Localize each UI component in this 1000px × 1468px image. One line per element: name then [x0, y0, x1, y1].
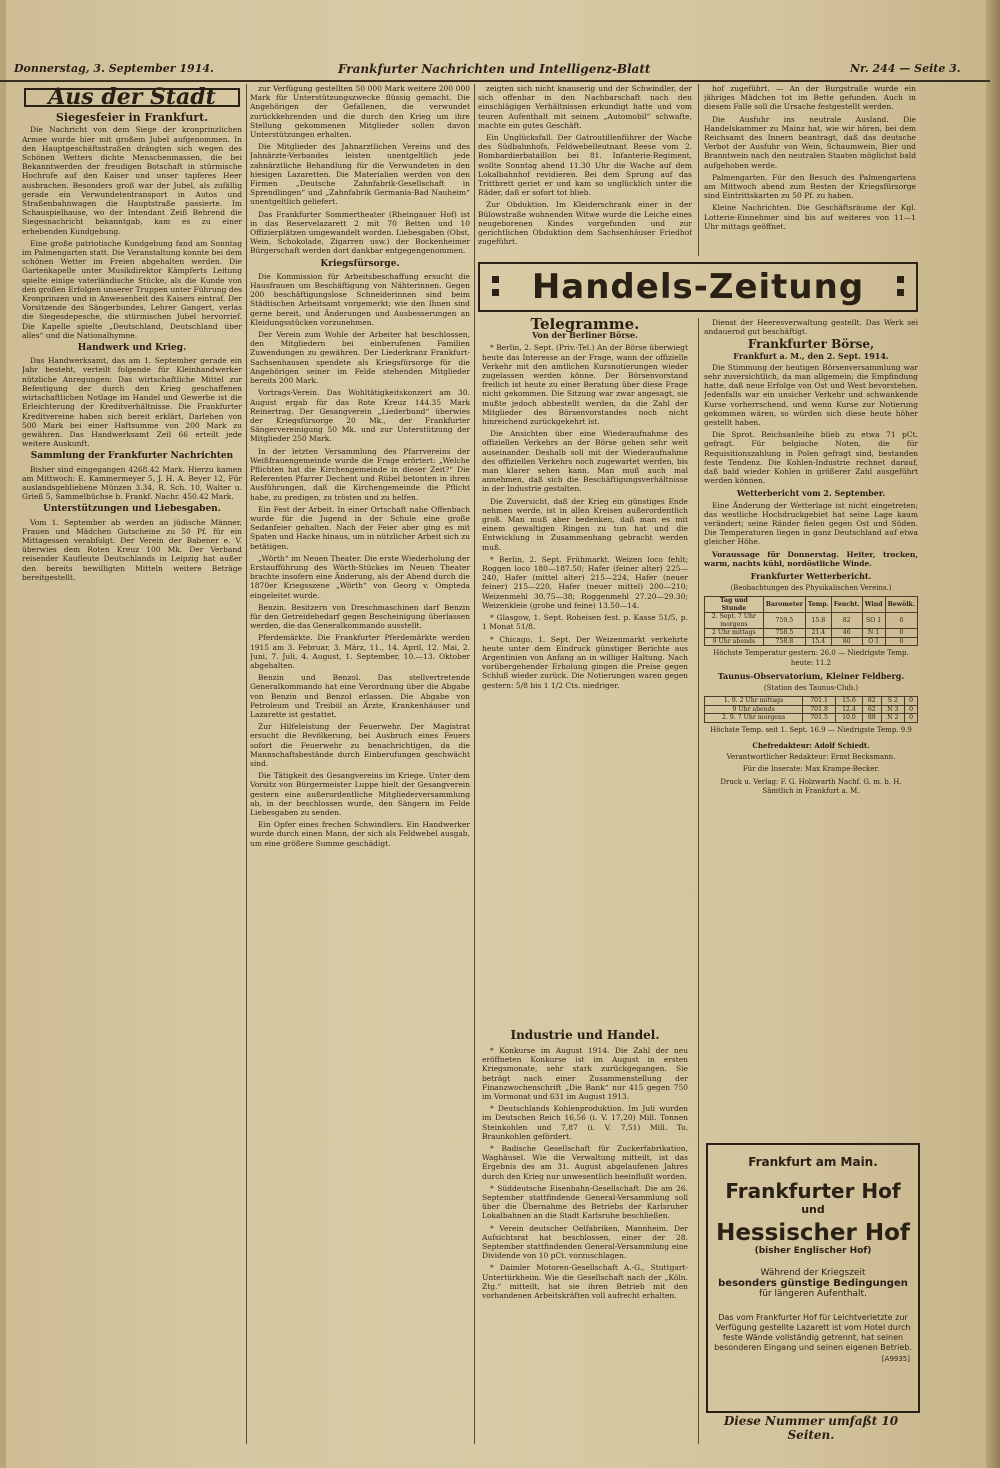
table-cell: 15.4 — [805, 637, 831, 646]
paragraph: * Berlin, 2. Sept. (Priv.-Tel.) An der Börse überwiegt heute das Interesse an der Frage, wann der offizielle Verkehr mit den amtlichen Kursnotierungen wieder zugelassen werden könne. Der Börsenvorstand freilich ist heute zu einer Beratung über diese Frage nicht gekommen. Die Sitzung war zwar angesagt, sie mußte jedoch abbestellt werden, da die Zahl der Mitglieder des Börsenvorstandes noch nicht hinreichend zurückgekehrt ist. — [482, 343, 688, 427]
paragraph: zur Verfügung gestellten 50 000 Mark weitere 200 000 Mark für Unterstützungszwecke flüssig gemacht. Die Angehörigen der Gefallenen, die verwundet zurückkehrenden und die durch den Krieg um ihre Stellung gekommenen Mitglieder sollen davon Unterstützungen erhalten. — [250, 84, 470, 140]
column-rule — [698, 84, 699, 256]
section-title-box: Aus der Stadt — [24, 88, 240, 107]
table-cell: 2. Sept. 7 Uhr morgens — [705, 613, 764, 629]
boerse-column — [704, 318, 918, 1136]
telegramme-title: Telegramme. — [530, 318, 640, 333]
paragraph: * Daimler Motoren-Gesellschaft A.-G., Stuttgart-Untertürkheim. Wie die Gesellschaft nach der „Köln. Ztg.“ mitteilt, hat sie ihren Betrieb mit den vorhandenen Arbeitskräften voll aufrecht erhalten. — [482, 1263, 688, 1301]
table-row — [705, 697, 918, 706]
paragraph: Eine Änderung der Wetterlage ist nicht eingetreten; das westliche Hochdruckgebiet hat seine Lage kaum verändert; seine Ränder fielen gegen Ost und Süden. Die Temperaturen liegen in ganz Deutschland auf etwa gleicher Höhe. — [704, 500, 918, 547]
paragraph: * Verein deutscher Oelfabriken, Mannheim. Der Aufsichtsrat hat beschlossen, einer der 28. September stattfindenden General-Versammlung eine Dividende von 10 pCt. vorzuschlagen. — [482, 1223, 688, 1261]
table-header: Wind — [862, 597, 885, 613]
column-rule — [246, 84, 247, 1444]
paragraph: Zur Obduktion. Im Kleiderschrank einer in der Bülowstraße wohnenden Witwe wurde die Leiche eines neugeborenen Kindes vorgefunden und zur gerichtlichen Obduktion dem Sachsenhäuser Friedhof zugeführt. — [478, 200, 692, 247]
paragraph: Die Mitglieder des Jahnarztlichen Vereins und des Jahnärzte-Verbandes leisten unentgeltlich jede zahnärztliche Behandlung für die Verwundeten in den hiesigen Lazaretten. Die Materialien werden von den Firmen „Deutsche Zahnfabrik-Gesellschaft in Sprendlingen“ und „Zahnfabrik Germania-Bad Nauheim“ unentgeltlich geliefert. — [250, 142, 470, 207]
table-cell: 15.6 — [835, 697, 862, 706]
paragraph: hof zugeführt. — An der Burgstraße wurde ein jähriges Mädchen tot im Bette gefunden. Auch in diesem Falle soll die Ursache festgestellt werden. — [704, 84, 916, 112]
paragraph: Vom 1. September ab werden an jüdische Männer, Frauen und Mädchen Gutscheine zu 50 Pf. für ein Mittagessen verabfolgt. Der Verein der Babener e. V. überwies dem Roten Kreuz 100 Mk. Der Verband reisender Kaufleute Deutschlands in Leipzig hat außer den bereits bewilligten Mitteln weitere Beträge bereitgestellt. — [22, 517, 242, 582]
column-3-top — [478, 84, 692, 256]
paragraph: Eine große patriotische Kundgebung fand am Sonntag im Palmengarten statt. Die Veranstaltung konnte bei dem schönen Wetter im Freien abgehalten werden. Die Gartenkapelle unter Musikdirektor Kämpferts Leitung spielte einige vaterländische Stücke, als die Kunde von den großen Erfolgen unserer Truppen unter Führung des Kronprinzen und in Anwesenheit des Kaisers eintraf. Der Vorsitzende des Sängerbundes, Lehrer Gangert, verlas die Siegesdepesche, die stürmischen Jubel hervorrief. Die Kapelle spielte „Deutschland, Deutschland über alles“ und die Nationalhymne. — [22, 238, 242, 340]
table-row — [705, 705, 918, 714]
paragraph: Kleine Nachrichten. Die Geschäftsräume der Kgl. Lotterie-Einnehmer sind bis auf weiteres von 11—1 Uhr mittags geöffnet. — [704, 203, 916, 231]
table-cell: 80 — [831, 637, 862, 646]
paragraph: Pferdemärkte. Die Frankfurter Pferdemärkte werden 1915 am 3. Februar, 3. März, 11., 14. April, 12. Mai, 2. Juni, 7. Juli, 4. August, 1. September, 10.—13. Oktober abgehalten. — [250, 633, 470, 670]
paragraph: * Berlin, 2. Sept. Frühmarkt. Weizen loco fehlt; Roggen loco 180—187.50; Hafer (feiner alter) 225—240, Hafer (mittel alter) 215—224, Hafer (neuer feiner) 215—220, Hafer (neuer mittel) 200—210; Weizenmehl 30.75—38; Roggenmehl 27.20—29.30; Weizenkleie (grobe und feine) 13.50—14. — [482, 554, 688, 610]
paragraph: In der letzten Versammlung des Pfarrvereins der Weißfrauengemeinde wurde die Frage erörtert: „Welche Pflichten hat die Kirchengemeinde in dieser Zeit?“ Die Referenten Pfarrer Dechent und Rübel betonten in ihren Ausführungen, daß die Kirchengemeinde die Pflicht habe, zu predigen, zu trösten und zu helfen. — [250, 446, 470, 502]
paragraph: * Chicago, 1. Sept. Der Weizenmarkt verkehrte heute unter dem Eindruck günstiger Berichte aus Argentinien von Anfang an in williger Haltung. Nach vorübergehender Erholung gingen die Preise gegen Schluß wieder zurück. Die Notierungen waren gegen gestern: 5/8 bis 1 1/2 Cts. niedriger. — [482, 634, 688, 690]
table-cell: O 1 — [862, 637, 885, 646]
paragraph: Die Kommission für Arbeitsbeschaffung ersucht die Hausfrauen um Beschäftigung von Nähterinnen. Gegen 200 beschäftigungslose Schneiderinnen sind beim Städtischen Arbeitsamt vorgemerkt; wie den Ihnen sind gerne bereit, und Änderungen und Ausbesserungen an Kleidungsstücken vorzunehmen. — [250, 271, 470, 327]
table-cell: 0 — [905, 714, 918, 723]
paragraph: Dienst der Heeresverwaltung gestellt. Das Werk sei andauernd gut beschäftigt. — [704, 318, 918, 337]
taunus-table — [704, 696, 918, 723]
ad-hotel-2: Hessischer Hof — [716, 1220, 910, 1246]
table-cell: N 3 — [881, 705, 905, 714]
imprint: Verantwortlicher Redakteur: Ernst Becksmann. — [726, 753, 896, 762]
masthead — [0, 58, 990, 82]
wetter-title: Wetterbericht vom 2. September. — [736, 488, 886, 499]
paragraph: Voraussage für Donnerstag. Heiter, trocken, warm, nachts kühl, nordöstliche Winde. — [704, 549, 918, 568]
boerse-title: Frankfurter Börse, — [747, 337, 875, 352]
banner-ornament — [897, 276, 904, 283]
telegramme-subtitle: Von der Berliner Börse. — [532, 330, 638, 341]
table-cell: 46 — [831, 629, 862, 638]
table-cell: 82 — [831, 613, 862, 629]
paragraph: Zur Hilfeleistung der Feuerwehr. Der Magistrat ersucht die Bevölkerung, bei Ausbruch eines Feuers sofort die Feuerwehr zu benachrichtigen, da die Mannschaftsbestände durch Einberufungen geschwächt sind. — [250, 722, 470, 769]
table-cell: 10.0 — [835, 714, 862, 723]
paragraph: Die Tätigkeit des Gesangvereins im Kriege. Unter dem Vorsitz von Bürgermeister Luppe hielt der Gesangverein gestern eine außerordentliche Mitgliederversammlung ab, in der beschlossen wurde, den Sängern im Felde Liebesgaben zu senden. — [250, 771, 470, 818]
paragraph: „Wörth“ im Neuen Theater. Die erste Wiederholung der Erstaufführung des Wörth-Stückes im Neuen Theater brachte insofern eine Änderung, als der Abend durch die 1870er Kriegsszene „Wörth“ von Georg v. Ompteda eingeleitet wurde. — [250, 553, 470, 600]
banner-ornament — [492, 276, 499, 283]
table-cell: 701.5 — [803, 714, 836, 723]
table-cell: 701.1 — [803, 697, 836, 706]
paragraph: Vortrags-Verein. Das Wohltätigkeitskonzert am 30. August ergab für das Rote Kreuz 144.35 Mark Reinertrag. Der Gesangverein „Liederbund“ überwies der Kriegsfürsorge 20 Mk., der Frankfurter Sängervereinigung 50 Mk. und zur Unterstützung der Mitglieder 250 Mark. — [250, 388, 470, 444]
column-rule — [698, 318, 699, 1444]
weather-table — [704, 596, 918, 646]
table-cell: N 1 — [862, 629, 885, 638]
table-footnote: Höchste Temperatur gestern: 26.0 — Niedrigste Temp. heute: 11.2 — [713, 649, 909, 667]
table-cell: 9 Uhr abends — [705, 637, 764, 646]
table-header: Tag und Stunde — [705, 597, 764, 613]
ad-code: [A9935] — [881, 1355, 910, 1363]
table-cell: 0 — [885, 637, 917, 646]
table-cell: 2. 9. 7 Uhr morgens — [705, 714, 803, 723]
ffm-wetter-sub: (Beobachtungen des Physikalischen Vereins.) — [730, 584, 892, 593]
table-cell: 15.8 — [805, 613, 831, 629]
table-cell: 62 — [863, 705, 882, 714]
paragraph: Palmengarten. Für den Besuch des Palmengartens am Mittwoch abend zum Besten der Kriegsfürsorge sind Eintrittskarten zu 50 Pf. zu haben. — [704, 172, 916, 201]
masthead-title: Frankfurter Nachrichten und Intelligenz-Blatt — [338, 62, 651, 76]
page-edge-left — [0, 0, 6, 1468]
table-cell: N 2 — [881, 714, 905, 723]
table-footnote: Höchste Temp. seit 1. Sept. 16.9 — Niedrigste Temp. 9.9 — [710, 725, 912, 734]
paragraph: Benzin. Besitzern von Dreschmaschinen darf Benzin für den Getreidebedarf gegen Bescheinigung überlassen werden, die das Generalkommando ausstellt. — [250, 602, 470, 631]
imprint: Für die Inserate: Max Krampe-Becker. — [742, 765, 880, 774]
table-cell: SO 1 — [862, 613, 885, 629]
paragraph: * Konkurse im August 1914. Die Zahl der neu eröffneten Konkurse ist im August in ersten Kriegsmonate, sehr stark zurückgegangen. Sie beträgt nach einer Zusammenstellung der Finanzwochenschrift „Die Bank“ nur 415 gegen 750 im Vormonat und 631 im August 1913. — [482, 1046, 688, 1102]
paragraph: zeigten sich nicht knauserig und der Schwindler, der sich offenbar in den Nachbarschaft nach den einschlägigen Verhältnissen erkundigt hatte und vom teuren Aufenthalt mit seinem „Automobil“ schwafte, machte ein gutes Geschäft. — [478, 84, 692, 130]
ad-line: für längeren Aufenthalt. — [759, 1289, 867, 1299]
headline: Siegesfeier in Frankfurt. — [55, 111, 209, 125]
ad-location: Frankfurt am Main. — [748, 1155, 878, 1169]
column-rule — [474, 84, 475, 1444]
masthead-date: Donnerstag, 3. September 1914. — [14, 62, 214, 75]
masthead-page: Nr. 244 — Seite 3. — [850, 62, 961, 75]
table-cell: 9 Uhr abends — [705, 705, 803, 714]
telegramme-column — [482, 318, 688, 1024]
ad-hotel-1: Frankfurter Hof — [725, 1179, 901, 1203]
table-cell: 0 — [905, 705, 918, 714]
column-2 — [250, 84, 470, 1444]
handels-title: Handels-Zeitung — [531, 267, 865, 307]
table-cell: 758.5 — [763, 629, 805, 638]
imprint: Druck u. Verlag: F. G. Holzwarth Nachf. G. m. b. H. Sämtlich in Frankfurt a. M. — [720, 777, 902, 795]
paragraph: Benzin und Benzol. Das stellvertretende Generalkommando hat eine Verordnung über die Abgabe von Benzin und Benzol erlassen. Die Abgabe von Petroleum und Treiböl an Ärzte, Krankenhäuser und Lazarette ist gestattet. — [250, 673, 470, 719]
taunus-title: Taunus-Observatorium, Kleiner Feldberg. — [717, 670, 905, 681]
table-row — [705, 613, 918, 629]
paragraph: * Süddeutsche Eisenbahn-Gesellschaft. Die am 26. September stattfindende General-Versammlung soll über die Übernahme des Betriebs der Karlsruher Lokalbahnen an die Stadt Karlsruhe beschließen. — [482, 1183, 688, 1221]
table-cell: 1. 9. 2 Uhr mittags — [705, 697, 803, 706]
hotel-advertisement — [706, 1143, 920, 1413]
table-cell: 0 — [905, 697, 918, 706]
table-cell: S 2 — [881, 697, 905, 706]
paragraph: Die Ausfuhr ins neutrale Ausland. Die Handelskammer zu Mainz hat, wie wir hören, bei dem Reichsamt des Innern beantragt, daß das deutsche Verbot der Ausfuhr von Wein, Schaumwein, Bier und Branntwein nach den neutralen Staaten möglichst bald aufgehoben werde. — [704, 114, 916, 170]
column-1 — [22, 84, 242, 1444]
table-row — [705, 629, 918, 638]
page-edge-right — [986, 0, 1000, 1468]
table-cell: 0 — [885, 613, 917, 629]
table-cell: 12.4 — [835, 705, 862, 714]
banner-ornament — [897, 289, 904, 296]
paragraph: Das Frankfurter Sommertheater (Rheingauer Hof) ist in das Reservelazarett 2 mit 70 Betten und 10 Offizierplätzen umgewandelt worden. Liebesgaben (Obst, Wein, Schokolade, Zigarren usw.) der Bockenheimer Bürgerschaft werden dort dankbar entgegengenommen. — [250, 209, 470, 256]
headline: Handwerk und Krieg. — [77, 343, 187, 354]
imprint: Chefredakteur: Adolf Schiedt. — [752, 741, 870, 750]
table-cell: 701.8 — [803, 705, 836, 714]
column-4-top — [704, 84, 916, 256]
table-cell: 759.5 — [763, 613, 805, 629]
paragraph: * Deutschlands Kohlenproduktion. Im Juli wurden im Deutschen Reich 16,56 (i. V. 17,20) Mill. Tonnen Steinkohlen und 7,87 (i. V. 7,51) Mill. To. Braunkohlen gefördert. — [482, 1104, 688, 1141]
table-cell: 21.4 — [805, 629, 831, 638]
taunus-sub: (Station des Taunus-Club.) — [763, 684, 859, 693]
paragraph: Ein Unglücksfall. Der Gatroutillenführer der Wache des Südbahnhofs, Feldwebelleutnant Reese vom 2. Bombardierbataillon bei 81. Infanterie-Regiment, wollte Sonntag abend 11.30 Uhr die Wache auf dem Lokalbahnhof revidieren. Bei dem Sprung auf das Trittbrett geriet er und kam so unglücklich unter die Räder, daß er sofort tot blieb. — [478, 133, 692, 198]
table-header: Barometer — [763, 597, 805, 613]
boerse-date: Frankfurt a. M., den 2. Sept. 1914. — [733, 350, 889, 361]
page-footer-note: Diese Nummer umfaßt 10 Seiten. — [723, 1414, 899, 1442]
paragraph: * Glasgow, 1. Sept. Roheisen fest. p. Kasse 51/5, p. 1 Monat 51/8. — [482, 613, 688, 632]
paragraph: Ein Fest der Arbeit. In einer Ortschaft nahe Offenbach wurde für die Jugend in der Schule eine große Sedanfeier gehalten. Nach der Feier aber ging es mit Spaten und Hacke hinaus, um in nützlicher Arbeit sich zu betätigen. — [250, 504, 470, 551]
table-cell: 88 — [863, 714, 882, 723]
paragraph: Ein Opfer eines frechen Schwindlers. Ein Handwerker wurde durch einen Mann, der sich als Feldwebel ausgab, um eine größere Summe geschädigt. — [250, 820, 470, 848]
ad-line: besonders günstige Bedingungen — [718, 1278, 908, 1289]
table-cell: 82 — [863, 697, 882, 706]
table-row — [705, 637, 918, 646]
table-header: Feucht. — [831, 597, 862, 613]
paragraph: Die Nachricht von dem Siege der kronprinzlichen Armee wurde hier mit großem Jubel aufgenommen. In den Hauptgeschäftsstraßen drängten sich wegen des Schönen Wetters dichte Menschenmassen, die bei Bekanntwerden der freudigen Botschaft in stürmische Hochrufe auf den Kaiser und unser tapferes Heer ausbrachen. Besonders groß war der Jubel, als zufällig gerade ein Verwundetentransport in Autos und Straßenbahnwagen die Hauptstraße passierte. Im Schauspielhause, wo der Intendant Zeiß Behrend die Siegesnachricht bekanntgab, kam es zu einer erhebenden Kundgebung. — [22, 125, 242, 236]
paragraph: Die Zuversicht, daß der Krieg ein günstiges Ende nehmen werde, ist in allen Kreisen außerordentlich groß. Man muß aber bedenken, daß man es mit einem gewaltigen Ringen zu tun hat und die Entwicklung in Zusammenhang gebracht werden muß. — [482, 496, 688, 552]
ffm-wetter-title: Frankfurter Wetterbericht. — [750, 571, 872, 582]
ad-line: Während der Kriegszeit — [760, 1268, 866, 1278]
ad-notice: Das vom Frankfurter Hof für Leichtverletzte zur Verfügung gestellte Lazarett ist vom Hotel durch feste Wände vollständig getrennt, hat seinen besonderen Eingang und seinen eigenen Betrieb. — [714, 1313, 912, 1352]
headline: Sammlung der Frankfurter Nachrichten — [30, 451, 234, 462]
paragraph: Bisher sind eingegangen 4268.42 Mark. Hierzu kamen am Mittwoch: E. Kammermeyer 5, J. H. A. Beyer 12, Für auslandsgebliebene Münzen 3.34, R. Sch. 10, Walter u. Grieß 5, Sammelbüchse b. Frankf. Nachr. 450.42 Mark. — [22, 464, 242, 502]
table-header: Temp. — [805, 597, 831, 613]
table-cell: 2 Uhr mittags — [705, 629, 764, 638]
paragraph: Die Stimmung der heutigen Börsenversammlung war sehr zuversichtlich, da man allgemein; die Empfindung hatte, daß neue Erfolge von Ost und West bevorstehen. Jedenfalls war ein unsicher Verkehr und schwankende Kurse vorherrschend, und wenn Kurse zur Notierung gekommen wären, so würden sich diese heute höher gestellt haben. — [704, 362, 918, 428]
banner-ornament — [492, 289, 499, 296]
paragraph: Der Verein zum Wohle der Arbeiter hat beschlossen, den Mitgliedern bei einberufenen Familien Zuwendungen zu gewähren. Der Liederkranz Frankfurt-Sachsenhausen spendete als Kriegsfürsorge für die Angehörigen seiner im Felde stehenden Mitglieder bereits 200 Mark. — [250, 330, 470, 386]
ad-and: und — [801, 1203, 825, 1216]
table-header: Bewölk. — [885, 597, 917, 613]
headline: Unterstützungen und Liebesgaben. — [43, 504, 221, 515]
table-row — [705, 714, 918, 723]
handels-zeitung-banner — [478, 262, 918, 312]
headline: Kriegsfürsorge. — [320, 258, 400, 269]
ad-hotel-2-sub: (bisher Englischer Hof) — [754, 1246, 872, 1256]
table-cell: 0 — [885, 629, 917, 638]
paragraph: Die Ansichten über eine Wiederaufnahme des offiziellen Verkehrs an der Börse gehen sehr weit auseinander. Deshalb soll mit der Wiederaufnahme des offiziellen Verkehrs noch zugewartet werden, bis man klarer sehen kann. Man muß auch mal annehmen, daß sich die Beschäftigungsverhältnisse in der Industrie gestalten. — [482, 429, 688, 494]
paragraph: Die Sprot. Reichsanleihe blieb zu etwa 71 pCt. gefragt. Für belgische Noten, die für Requisitionszahlung in Polen gefragt sind, bestanden feste Tendenz. Die Kohlen-Industrie rechnet darauf, daß bald wieder Kohlen in größerer Zahl ausgeführt werden können. — [704, 430, 918, 486]
paragraph: * Badische Gesellschaft für Zuckerfabrikation, Waghäusel. Wie die Verwaltung mitteilt, ist das Ergebnis des am 31. August abgelaufenen Jahres durch den Krieg nur unwesentlich beeinflußt worden. — [482, 1144, 688, 1181]
industrie-title: Industrie und Handel. — [510, 1028, 660, 1042]
industrie-column — [482, 1046, 688, 1444]
table-cell: 758.8 — [763, 637, 805, 646]
paragraph: Das Handwerksamt, das am 1. September gerade ein Jahr besteht, verteilt folgende für Kleinhandwerker nützliche Anregungen: Das wirtschaftliche Mittel zur Befestigung der durch den Krieg geschaffenen wirtschaftlichen Notlage im Handel und Gewerbe ist die Erleichterung der Kreditverhältnisse. Die Frankfurter Kreditvereine haben sich bereit erklärt, Darlehen von 500 Mark bei einer Haftsumme von 200 Mark zu gewähren. Das Handwerksamt Zeil 66 erteilt jede weitere Auskunft. — [22, 356, 242, 449]
